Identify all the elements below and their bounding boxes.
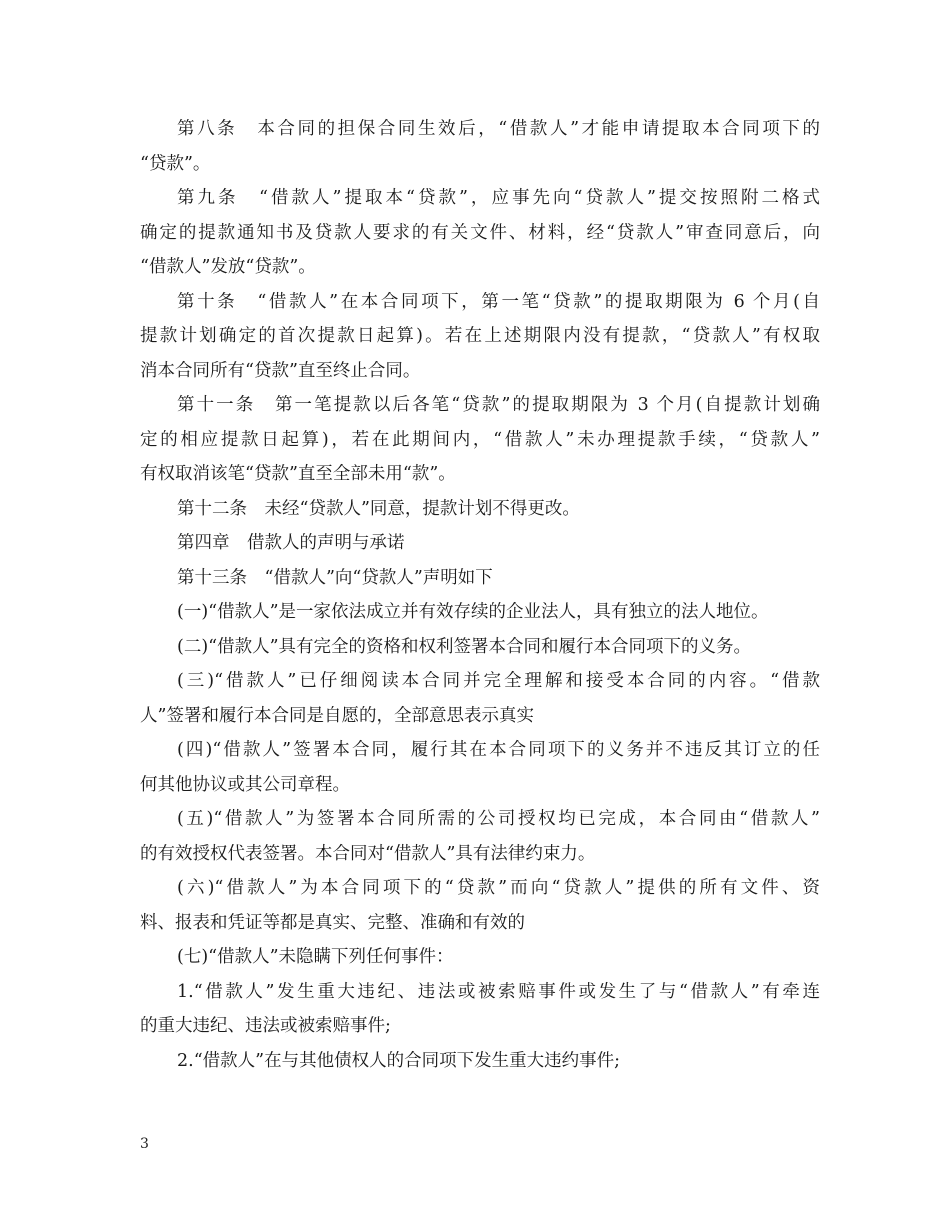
paragraph bbox=[140, 595, 820, 630]
paragraph-line: 人”签署和履行本合同是自愿的，全部意思表示真实 bbox=[140, 705, 534, 726]
paragraph-line: 的有效授权代表签署。本合同对“借款人”具有法律约束力。 bbox=[140, 843, 596, 864]
document-body bbox=[140, 112, 820, 1078]
paragraph bbox=[140, 526, 820, 561]
paragraph-line: 第十二条 未经“贷款人”同意，提款计划不得更改。 bbox=[177, 498, 580, 519]
paragraph-line: 第九条 “借款人”提取本“贷款”，应事先向“贷款人”提交按照附二格式 bbox=[177, 188, 820, 208]
paragraph-line: (五)“借款人”为签署本合同所需的公司授权均已完成，本合同由“借款人” bbox=[177, 809, 820, 829]
paragraph-line: (六)“借款人”为本合同项下的“贷款”而向“贷款人”提供的所有文件、资 bbox=[177, 878, 820, 898]
paragraph-line: 第十条 “借款人”在本合同项下，第一笔“贷款”的提取期限为 6 个月(自 bbox=[177, 291, 820, 312]
paragraph bbox=[140, 388, 820, 492]
paragraph-line: “贷款”。 bbox=[140, 153, 211, 174]
paragraph-line: 1.“借款人”发生重大违纪、违法或被索赔事件或发生了与“借款人”有牵连 bbox=[177, 981, 820, 1002]
paragraph-line: (一)“借款人”是一家依法成立并有效存续的企业法人，具有独立的法人地位。 bbox=[177, 602, 769, 622]
paragraph-line: 提款计划确定的首次提款日起算)。若在上述期限内没有提款，“贷款人”有权取 bbox=[140, 326, 820, 346]
paragraph bbox=[140, 975, 820, 1044]
paragraph-line: (四)“借款人”签署本合同，履行其在本合同项下的义务并不违反其订立的任 bbox=[177, 740, 820, 760]
paragraph-line: (七)“借款人”未隐瞒下列任何事件： bbox=[177, 947, 454, 967]
paragraph bbox=[140, 871, 820, 940]
paragraph-line: 第十三条 “借款人”向“贷款人”声明如下 bbox=[177, 567, 493, 588]
paragraph bbox=[140, 802, 820, 871]
paragraph-line: 第四章 借款人的声明与承诺 bbox=[177, 533, 405, 553]
paragraph bbox=[140, 285, 820, 389]
paragraph-line: 确定的提款通知书及贷款人要求的有关文件、材料，经“贷款人”审查同意后，向 bbox=[140, 222, 820, 243]
paragraph bbox=[140, 630, 820, 665]
paragraph-line: 有权取消该笔“贷款”直至全部未用“款”。 bbox=[140, 464, 456, 484]
paragraph-line: 第十一条 第一笔提款以后各笔“贷款”的提取期限为 3 个月(自提款计划确 bbox=[177, 395, 820, 415]
paragraph bbox=[140, 940, 820, 975]
paragraph bbox=[140, 1044, 820, 1079]
paragraph-line: 2.“借款人”在与其他债权人的合同项下发生重大违约事件; bbox=[177, 1050, 620, 1071]
paragraph-line: 第八条 本合同的担保合同生效后，“借款人”才能申请提取本合同项下的 bbox=[177, 119, 820, 139]
paragraph bbox=[140, 664, 820, 733]
paragraph-line: 的重大违纪、违法或被索赔事件; bbox=[140, 1016, 391, 1036]
paragraph bbox=[140, 112, 820, 181]
paragraph-line: 何其他协议或其公司章程。 bbox=[140, 774, 350, 795]
paragraph-line: (二)“借款人”具有完全的资格和权利签署本合同和履行本合同项下的义务。 bbox=[177, 636, 752, 657]
paragraph-line: (三)“借款人”已仔细阅读本合同并完全理解和接受本合同的内容。“借款 bbox=[177, 671, 820, 691]
paragraph-line: “借款人”发放“贷款”。 bbox=[140, 257, 316, 277]
paragraph-line: 定的相应提款日起算)，若在此期间内，“借款人”未办理提款手续，“贷款人” bbox=[140, 429, 820, 450]
page-number: 3 bbox=[140, 1136, 149, 1152]
paragraph bbox=[140, 733, 820, 802]
paragraph bbox=[140, 561, 820, 596]
paragraph-line: 消本合同所有“贷款”直至终止合同。 bbox=[140, 360, 421, 381]
paragraph bbox=[140, 492, 820, 527]
paragraph-line: 料、报表和凭证等都是真实、完整、准确和有效的 bbox=[140, 912, 525, 933]
paragraph bbox=[140, 181, 820, 285]
